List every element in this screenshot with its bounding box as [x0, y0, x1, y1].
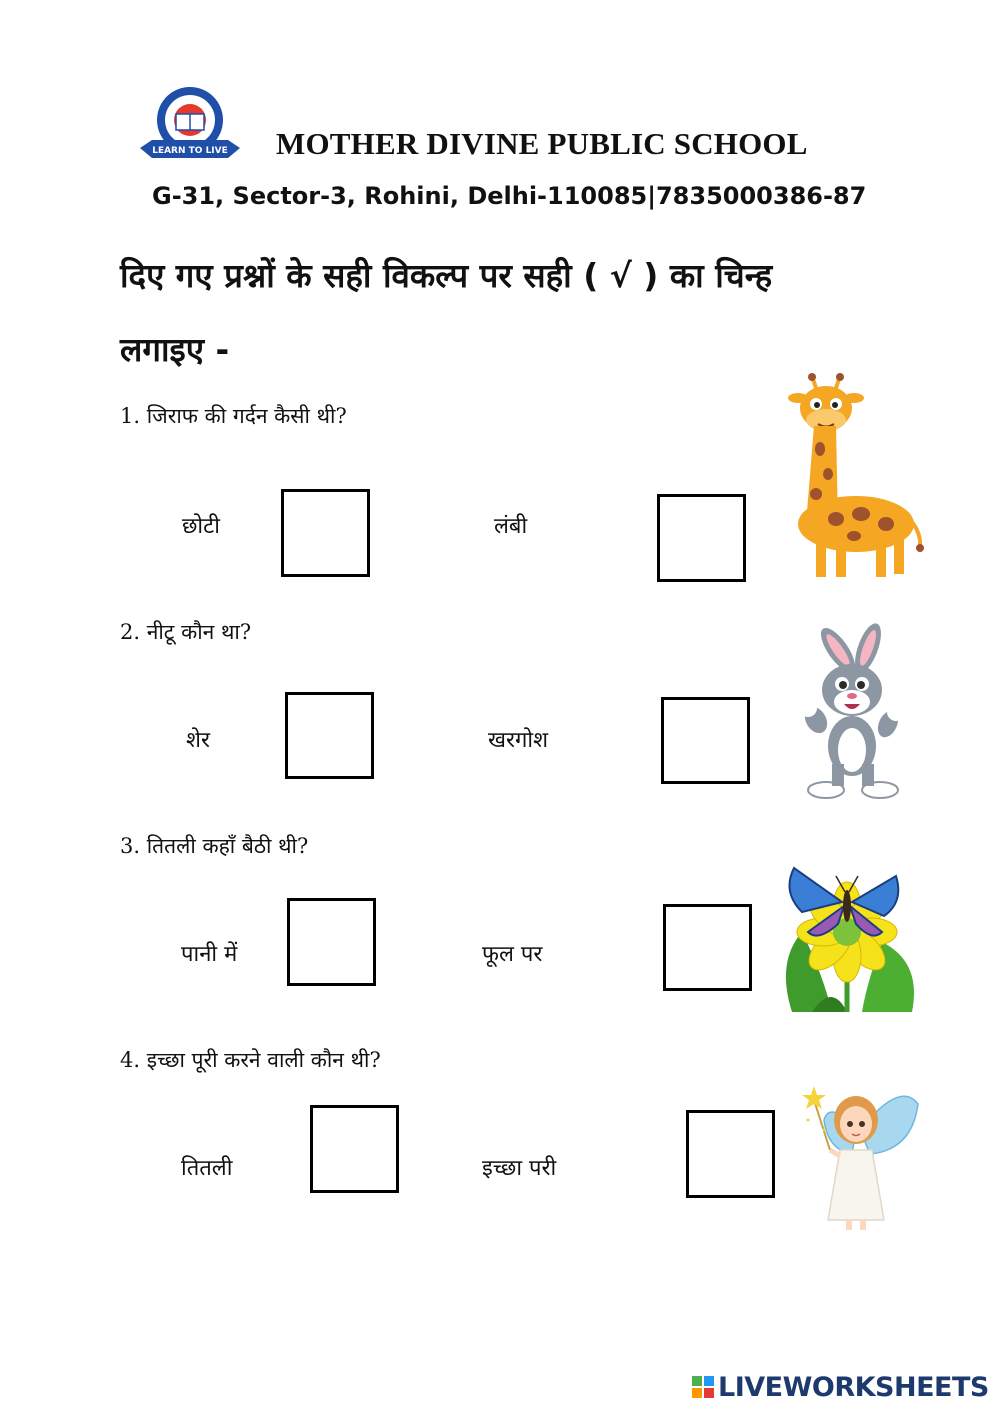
school-address: G-31, Sector-3, Rohini, Delhi-110085|7835000386-87 [152, 182, 867, 210]
instruction-line-1: दिए गए प्रश्नों के सही विकल्प पर सही ( √ ) का चिन्ह [120, 256, 773, 295]
giraffe-image [776, 374, 926, 580]
school-logo [134, 84, 246, 166]
q3-option-a-checkbox[interactable] [287, 898, 376, 986]
q2-option-a-checkbox[interactable] [285, 692, 374, 779]
q2-option-b-checkbox[interactable] [661, 697, 750, 784]
q3-option-b-label: फूल पर [482, 942, 543, 967]
q4-option-a-checkbox[interactable] [310, 1105, 399, 1193]
school-name: MOTHER DIVINE PUBLIC SCHOOL [276, 126, 808, 161]
q4-option-a-label: तितली [181, 1156, 233, 1181]
question-4: 4. इच्छा पूरी करने वाली कौन थी? [120, 1048, 381, 1072]
q3-option-a-label: पानी में [181, 942, 238, 967]
q1-option-b-label: लंबी [494, 514, 528, 539]
rabbit-image [786, 624, 916, 802]
q4-option-b-checkbox[interactable] [686, 1110, 775, 1198]
question-1: 1. जिराफ की गर्दन कैसी थी? [120, 404, 347, 428]
q1-option-a-checkbox[interactable] [281, 489, 370, 577]
instruction-line-2: लगाइए - [120, 330, 230, 369]
q1-option-b-checkbox[interactable] [657, 494, 746, 582]
q3-option-b-checkbox[interactable] [663, 904, 752, 991]
q4-option-b-label: इच्छा परी [482, 1156, 557, 1181]
liveworksheets-brand: LIVEWORKSHEETS [718, 1372, 989, 1403]
liveworksheets-logo-icon [692, 1376, 714, 1398]
butterfly-flower-image [772, 862, 922, 1018]
fairy-image [800, 1080, 920, 1232]
q2-option-a-label: शेर [186, 728, 210, 753]
logo-ribbon-text: LEARN TO LIVE [152, 146, 228, 156]
q2-option-b-label: खरगोश [488, 728, 549, 753]
question-2: 2. नीटू कौन था? [120, 620, 252, 644]
question-3: 3. तितली कहाँ बैठी थी? [120, 834, 309, 858]
q1-option-a-label: छोटी [182, 514, 220, 539]
